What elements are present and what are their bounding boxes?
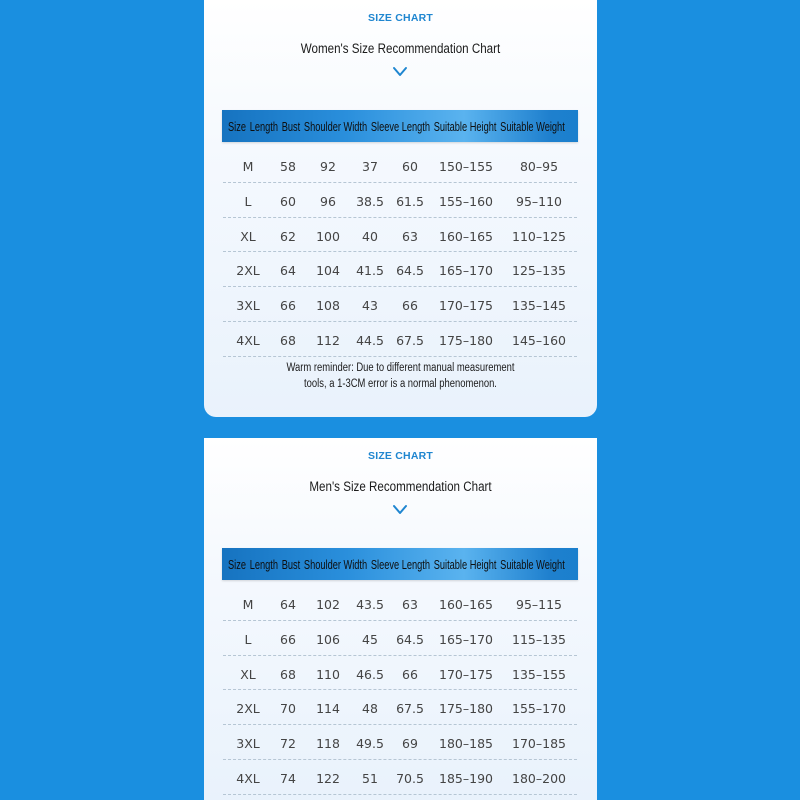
- table-cell: 150–155: [439, 159, 493, 174]
- column-header: Sleeve Length: [370, 120, 431, 134]
- women-size-table-body: [223, 148, 577, 357]
- table-cell: 49.5: [356, 736, 384, 752]
- table-cell: 104: [316, 263, 340, 279]
- women-size-chart-card: [204, 0, 597, 417]
- table-cell: 185–190: [439, 770, 493, 786]
- table-cell: 160–165: [439, 597, 493, 612]
- table-cell: 102: [316, 597, 340, 612]
- table-row: [223, 656, 577, 691]
- table-header-row: [228, 119, 565, 135]
- size-chart-label: SIZE CHART: [368, 450, 433, 462]
- table-cell: 41.5: [356, 263, 384, 279]
- table-cell: 135–145: [512, 298, 566, 314]
- table-cell: 175–180: [439, 332, 493, 348]
- table-cell: XL: [240, 666, 256, 682]
- table-cell: L: [244, 631, 252, 647]
- column-header: Shoulder Width: [303, 120, 368, 134]
- table-cell: 96: [320, 193, 336, 209]
- table-cell: 95–110: [515, 193, 563, 209]
- table-cell: 125–135: [512, 263, 566, 279]
- table-cell: 48: [362, 701, 378, 717]
- table-cell: 155–170: [512, 701, 566, 717]
- table-cell: 64: [280, 597, 296, 612]
- table-cell: 62: [280, 228, 296, 244]
- men-size-chart-card: [204, 438, 597, 800]
- table-cell: 66: [280, 631, 296, 647]
- table-cell: 115–135: [512, 631, 566, 647]
- column-header: Bust: [281, 558, 301, 572]
- reminder-line: tools, a 1-3CM error is a normal phenomenon.: [304, 378, 497, 390]
- table-row: [223, 148, 577, 183]
- table-cell: 74: [280, 770, 296, 786]
- table-cell: 122: [316, 770, 340, 786]
- table-cell: 112: [316, 332, 340, 348]
- table-cell: 3XL: [236, 298, 260, 314]
- table-cell: 114: [316, 701, 340, 717]
- table-cell: 160–165: [439, 228, 493, 244]
- size-chart-label: SIZE CHART: [368, 12, 433, 24]
- table-cell: 135–155: [512, 666, 566, 682]
- table-cell: 95–115: [515, 597, 563, 612]
- table-cell: 58: [280, 159, 296, 174]
- table-cell: 145–160: [512, 332, 566, 348]
- table-cell: 2XL: [236, 701, 260, 717]
- table-cell: 2XL: [236, 263, 260, 279]
- table-cell: 61.5: [396, 193, 424, 209]
- table-cell: 180–185: [439, 736, 493, 752]
- table-cell: 155–160: [439, 193, 493, 209]
- column-header: Sleeve Length: [370, 558, 431, 572]
- table-cell: 66: [402, 298, 418, 314]
- table-cell: 92: [320, 159, 336, 174]
- table-cell: 38.5: [356, 193, 384, 209]
- table-cell: 70.5: [396, 770, 424, 786]
- table-row: [223, 183, 577, 218]
- table-cell: 4XL: [236, 770, 260, 786]
- table-cell: 40: [362, 228, 378, 244]
- table-row: [223, 586, 577, 621]
- chevron-down-icon: [392, 66, 408, 78]
- table-cell: 64: [280, 263, 296, 279]
- table-cell: 170–175: [439, 666, 493, 682]
- table-cell: M: [242, 159, 254, 174]
- column-header: Size: [228, 558, 247, 572]
- table-cell: 63: [402, 597, 418, 612]
- chevron-down-icon: [392, 504, 408, 516]
- table-cell: 67.5: [396, 701, 424, 717]
- column-header: Length: [249, 558, 278, 572]
- table-cell: 110–125: [512, 228, 566, 244]
- men-chart-title: Men's Size Recommendation Chart: [309, 479, 492, 494]
- table-cell: 68: [280, 332, 296, 348]
- table-cell: 3XL: [236, 736, 260, 752]
- table-cell: 69: [402, 736, 418, 752]
- table-cell: 60: [402, 159, 418, 174]
- table-row: [223, 322, 577, 357]
- table-row: [223, 252, 577, 287]
- table-cell: 118: [316, 736, 340, 752]
- table-cell: 72: [280, 736, 296, 752]
- table-cell: 64.5: [396, 631, 424, 647]
- table-cell: 60: [280, 193, 296, 209]
- table-cell: 165–170: [439, 631, 493, 647]
- table-cell: 66: [280, 298, 296, 314]
- table-cell: 110: [316, 666, 340, 682]
- table-cell: 66: [402, 666, 418, 682]
- table-cell: 70: [280, 701, 296, 717]
- table-cell: L: [244, 193, 252, 209]
- column-header: Suitable Height: [433, 120, 497, 134]
- table-cell: 175–180: [439, 701, 493, 717]
- table-header-row: [228, 557, 565, 573]
- column-header: Suitable Weight: [500, 558, 565, 572]
- table-cell: 80–95: [519, 159, 559, 174]
- table-cell: 100: [316, 228, 340, 244]
- table-row: [223, 621, 577, 656]
- table-cell: 106: [316, 631, 340, 647]
- table-cell: 64.5: [396, 263, 424, 279]
- table-cell: 37: [362, 159, 378, 174]
- column-header: Length: [249, 120, 278, 134]
- table-cell: 180–200: [512, 770, 566, 786]
- table-row: [223, 690, 577, 725]
- column-header: Bust: [281, 120, 301, 134]
- measurement-reminder: [239, 360, 561, 392]
- table-cell: XL: [240, 228, 256, 244]
- table-cell: 51: [362, 770, 378, 786]
- table-cell: 4XL: [236, 332, 260, 348]
- men-size-table-body: [223, 586, 577, 795]
- table-cell: M: [242, 597, 254, 612]
- table-cell: 165–170: [439, 263, 493, 279]
- women-chart-title: Women's Size Recommendation Chart: [300, 41, 501, 56]
- table-cell: 44.5: [356, 332, 384, 348]
- reminder-line: Warm reminder: Due to different manual measurement: [286, 362, 515, 374]
- table-row: [223, 287, 577, 322]
- table-row: [223, 760, 577, 795]
- column-header: Suitable Height: [433, 558, 497, 572]
- table-row: [223, 725, 577, 760]
- table-cell: 108: [316, 298, 340, 314]
- table-cell: 67.5: [396, 332, 424, 348]
- table-cell: 170–175: [439, 298, 493, 314]
- table-cell: 46.5: [356, 666, 384, 682]
- column-header: Shoulder Width: [303, 558, 368, 572]
- table-row: [223, 218, 577, 253]
- table-cell: 43: [362, 298, 378, 314]
- table-cell: 68: [280, 666, 296, 682]
- table-cell: 45: [362, 631, 378, 647]
- column-header: Suitable Weight: [500, 120, 565, 134]
- table-cell: 63: [402, 228, 418, 244]
- table-cell: 43.5: [356, 597, 384, 612]
- table-cell: 170–185: [512, 736, 566, 752]
- column-header: Size: [228, 120, 247, 134]
